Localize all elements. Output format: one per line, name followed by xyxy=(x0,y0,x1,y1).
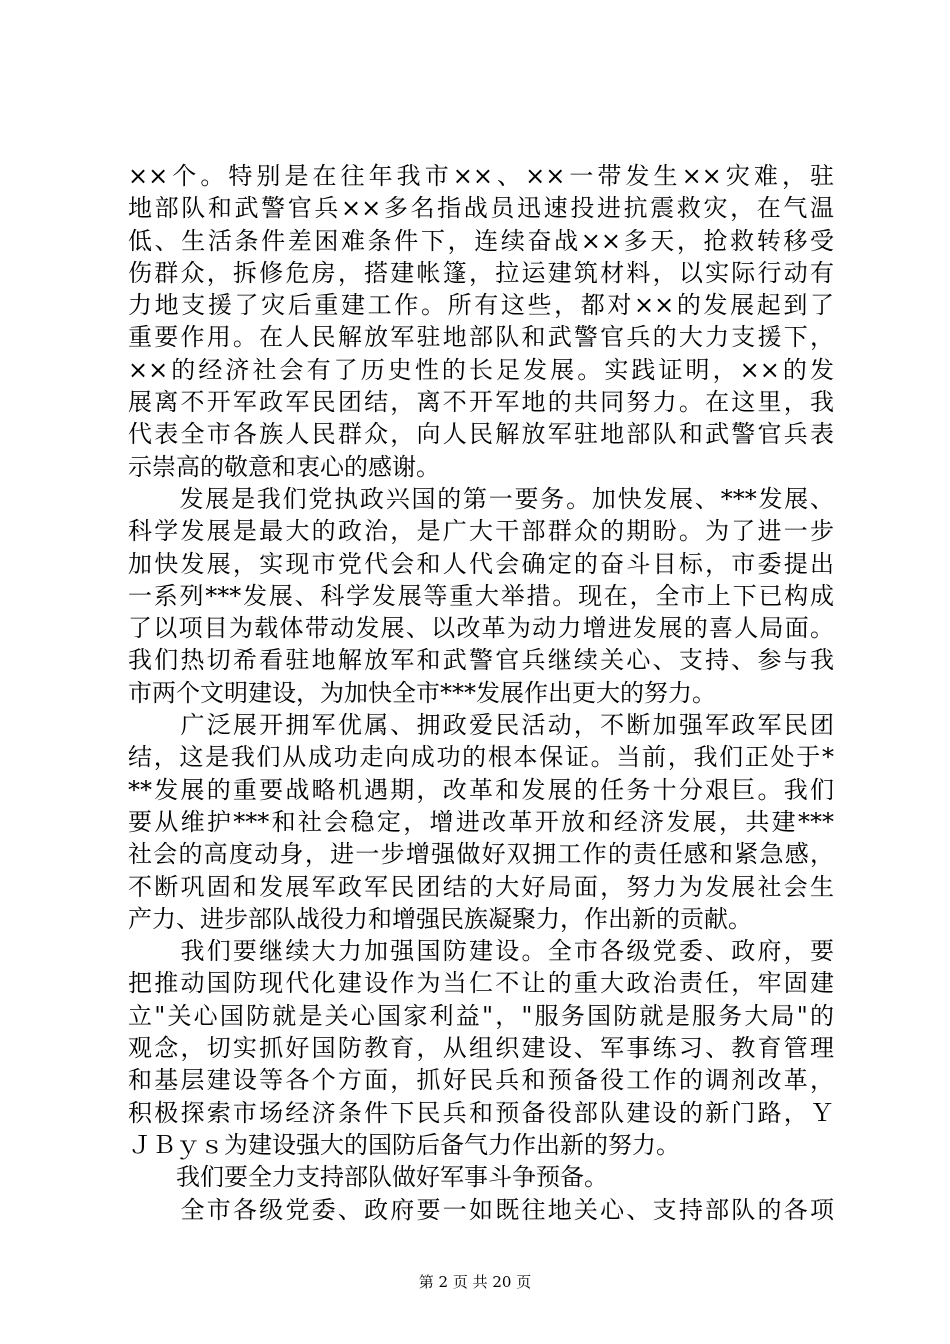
text-line: 和基层建设等各个方面，抓好民兵和预备役工作的调剂改革， xyxy=(128,1066,834,1095)
text-line: 伤群众，拆修危房，搭建帐篷，拉运建筑材料，以实际行动有 xyxy=(128,258,834,287)
text-line: 市两个文明建设，为加快全市***发展作出更大的努力。 xyxy=(128,678,716,707)
text-line: 示崇高的敬意和衷心的感谢。 xyxy=(128,452,440,481)
text-line: 加快发展，实现市党代会和人代会确定的奋斗目标，市委提出 xyxy=(128,549,834,578)
text-line: 重要作用。在人民解放军驻地部队和武警官兵的大力支援下， xyxy=(128,323,834,352)
text-line: 社会的高度动身，进一步增强做好双拥工作的责任感和紧急感， xyxy=(128,840,834,869)
document-body xyxy=(128,160,834,1226)
text-line: 积极探索市场经济条件下民兵和预备役部队建设的新门路，Ｙ xyxy=(128,1098,834,1127)
text-line: 我们要全力支持部队做好军事斗争预备。 xyxy=(128,1163,608,1192)
text-line: 不断巩固和发展军政军民团结的大好局面，努力为发展社会生 xyxy=(128,872,834,901)
text-line: 我们热切希看驻地解放军和武警官兵继续关心、支持、参与我 xyxy=(128,646,834,675)
text-line: 低、生活条件差困难条件下，连续奋战××多天，抢救转移受 xyxy=(128,226,834,255)
text-line: ＪＢｙｓ为建设强大的国防后备气力作出新的努力。 xyxy=(128,1130,680,1159)
text-line: 产力、进步部队战役力和增强民族凝聚力，作出新的贡献。 xyxy=(128,904,752,933)
text-line: 立"关心国防就是关心国家利益"，"服务国防就是服务大局"的 xyxy=(128,1001,834,1030)
text-line: 全市各级党委、政府要一如既往地关心、支持部队的各项 xyxy=(128,1195,834,1224)
text-line: 观念，切实抓好国防教育，从组织建设、军事练习、教育管理 xyxy=(128,1034,834,1063)
text-line: 展离不开军政军民团结，离不开军地的共同努力。在这里，我 xyxy=(128,388,834,417)
text-line: 力地支援了灾后重建工作。所有这些，都对××的发展起到了 xyxy=(128,291,834,320)
text-line: 我们要继续大力加强国防建设。全市各级党委、政府，要 xyxy=(128,937,834,966)
text-line: 要从维护***和社会稳定，增进改革开放和经济发展，共建*** xyxy=(128,807,834,836)
text-line: 一系列***发展、科学发展等重大举措。现在，全市上下已构成 xyxy=(128,581,834,610)
page-number-footer: 第 2 页 共 20 页 xyxy=(418,1273,532,1291)
text-line: 结，这是我们从成功走向成功的根本保证。当前，我们正处于* xyxy=(128,743,834,772)
text-line: 科学发展是最大的政治，是广大干部群众的期盼。为了进一步 xyxy=(128,517,834,546)
text-line: 代表全市各族人民群众，向人民解放军驻地部队和武警官兵表 xyxy=(128,420,834,449)
text-line: ××的经济社会有了历史性的长足发展。实践证明，××的发 xyxy=(128,355,834,384)
text-line: 了以项目为载体带动发展、以改革为动力增进发展的喜人局面。 xyxy=(128,614,834,643)
text-line: 把推动国防现代化建设作为当仁不让的重大政治责任，牢固建 xyxy=(128,969,834,998)
text-line: ××个。特别是在往年我市××、××一带发生××灾难，驻 xyxy=(128,162,834,190)
text-line: **发展的重要战略机遇期，改革和发展的任务十分艰巨。我们 xyxy=(128,775,834,804)
text-line: 发展是我们党执政兴国的第一要务。加快发展、***发展、 xyxy=(128,484,834,513)
text-line: 广泛展开拥军优属、拥政爱民活动，不断加强军政军民团 xyxy=(128,711,834,740)
text-line: 地部队和武警官兵××多名指战员迅速投进抗震救灾，在气温 xyxy=(128,194,834,223)
